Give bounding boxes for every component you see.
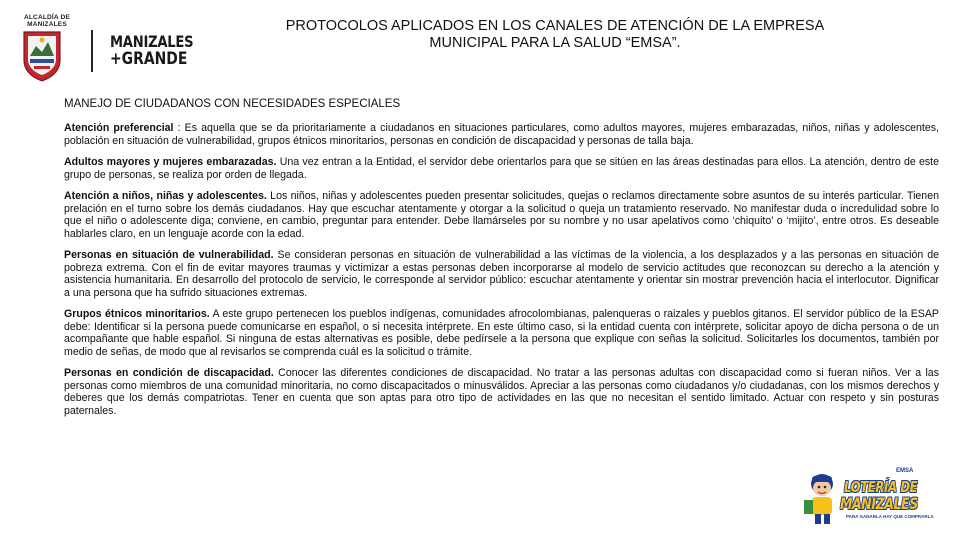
title-line2: MUNICIPAL PARA LA SALUD “EMSA”. bbox=[429, 35, 681, 51]
paragraph-atencion-preferencial bbox=[64, 122, 939, 147]
paragraph-text: : Es aquella que se da prioritariamente a ciudadanos en situaciones particulares, como adultos mayores, mujeres embarazadas, niños, niñas y adolescentes, población en situación de vulnerabilidad, grupos étnicos minoritarios, personas en condición de discapacidad y personas de talla baja. bbox=[64, 122, 939, 147]
paragraph-text: Los niños, niñas y adolescentes pueden presentar solicitudes, quejas o reclamos directamente sobre asuntos de su interés particular. Tienen prelación en el turno sobre los demás ciudadanos. Hay que escuchar atentamente y otorgar a la solicitud o queja un tratamiento reservado. No manifestar duda o incredulidad sobre lo que el niño o adolescente diga; conviene, en cambio, preguntar para entender. Debe llamárseles por su nombre y no usar apelativos como ‘chiquito’ o ‘mijito’, entre otros. Es deseable hablarles claro, en un lenguaje acorde con la edad. bbox=[64, 190, 939, 240]
paragraph-discapacidad bbox=[64, 367, 939, 417]
paragraph-term: Personas en situación de vulnerabilidad. bbox=[64, 249, 274, 261]
title-line1: PROTOCOLOS APLICADOS EN LOS CANALES DE ATENCIÓN DE LA EMPRESA bbox=[285, 18, 825, 34]
alcaldia-text: ALCALDÍA DE MANIZALES bbox=[23, 14, 70, 28]
paragraph-ninos bbox=[64, 190, 939, 240]
paragraph-text: Conocer las diferentes condiciones de discapacidad. No tratar a las personas adultas con discapacidad como si fueran niños. Ver a las personas como miembros de una comunidad minoritaria, no como discapacitados o minusválidos. Apreciar a las personas como ciudadanos y/o ciudadanas, con los mismos derechos y deberes que los demás compatriotas. Tener en cuenta que son aptas para otro tipo de actividades en las que no necesitan el sentido limitado. Actuar con respeto y sin posturas paternales. bbox=[64, 367, 939, 417]
paragraph-term: Adultos mayores y mujeres embarazadas. bbox=[64, 156, 277, 168]
paragraph-text: Una vez entran a la Entidad, el servidor debe orientarlos para que se sitúen en las áreas destinadas para ellos. La atención, dentro de este grupo de personas, se realiza por orden de llegada. bbox=[64, 156, 939, 181]
paragraph-term: Atención preferencial bbox=[64, 122, 174, 134]
coat-of-arms-icon bbox=[22, 30, 62, 82]
paragraph-text: Se consideran personas en situación de vulnerabilidad a las víctimas de la violencia, a los desplazados y a las personas en situación de pobreza extrema. Con el fin de evitar mayores traumas y victimizar a estas personas deben incorporarse al modelo de servicio actitudes que reconozcan su derecho a la atención y asistencia humanitaria. En desarrollo del protocolo de servicio, le corresponde al servidor público: escuchar atentamente y orientar sin mostrar prevención hacia el interlocutor. Dignificar a una persona que ha sufrido situaciones extremas. bbox=[64, 249, 939, 299]
lottery-badge: EMSA bbox=[896, 468, 914, 474]
lottery-slogan: PARA GANARLA HAY QUE COMPRARLA bbox=[846, 514, 934, 519]
content-body bbox=[64, 98, 939, 426]
page-title bbox=[230, 18, 880, 52]
paragraph-vulnerabilidad bbox=[64, 249, 939, 299]
section-heading: MANEJO DE CIUDADANOS CON NECESIDADES ESPECIALES bbox=[64, 98, 401, 110]
lottery-line1: LOTERÍA DE bbox=[844, 478, 918, 496]
alcaldia-logo bbox=[22, 14, 72, 84]
paragraph-adultos-mayores bbox=[64, 156, 939, 181]
city-logo-line1: MANIZALES bbox=[110, 32, 194, 51]
loteria-manizales-logo bbox=[800, 468, 940, 528]
paragraph-term: Atención a niños, niñas y adolescentes. bbox=[64, 190, 267, 202]
manizales-grande-logo bbox=[110, 32, 194, 73]
city-logo-line2: +GRANDE bbox=[110, 49, 188, 69]
paragraph-grupos-etnicos bbox=[64, 308, 939, 358]
paragraph-text: A este grupo pertenecen los pueblos indígenas, comunidades afrocolombianas, palenqueras o raizales y pueblos gitanos. El servidor público de la ESAP debe: Identificar si la persona puede comunicarse en español, o si necesita intérprete. En este último caso, si la entidad cuenta con intérprete, solicitar apoyo de dicha persona o de un acompañante que hable español. Si ninguna de estas alternativas es posible, debe pedírsele a la persona que explique con señas la solicitud. Solicitarles los documentos, también por medio de señas, de modo que al revisarlos se comprenda cuál es la solicitud o trámite. bbox=[64, 308, 939, 358]
mascot-icon bbox=[800, 470, 842, 526]
paragraph-term: Grupos étnicos minoritarios. bbox=[64, 308, 210, 320]
lottery-line2: MANIZALES bbox=[840, 494, 918, 513]
paragraph-term: Personas en condición de discapacidad. bbox=[64, 367, 274, 379]
header-divider bbox=[91, 30, 93, 72]
